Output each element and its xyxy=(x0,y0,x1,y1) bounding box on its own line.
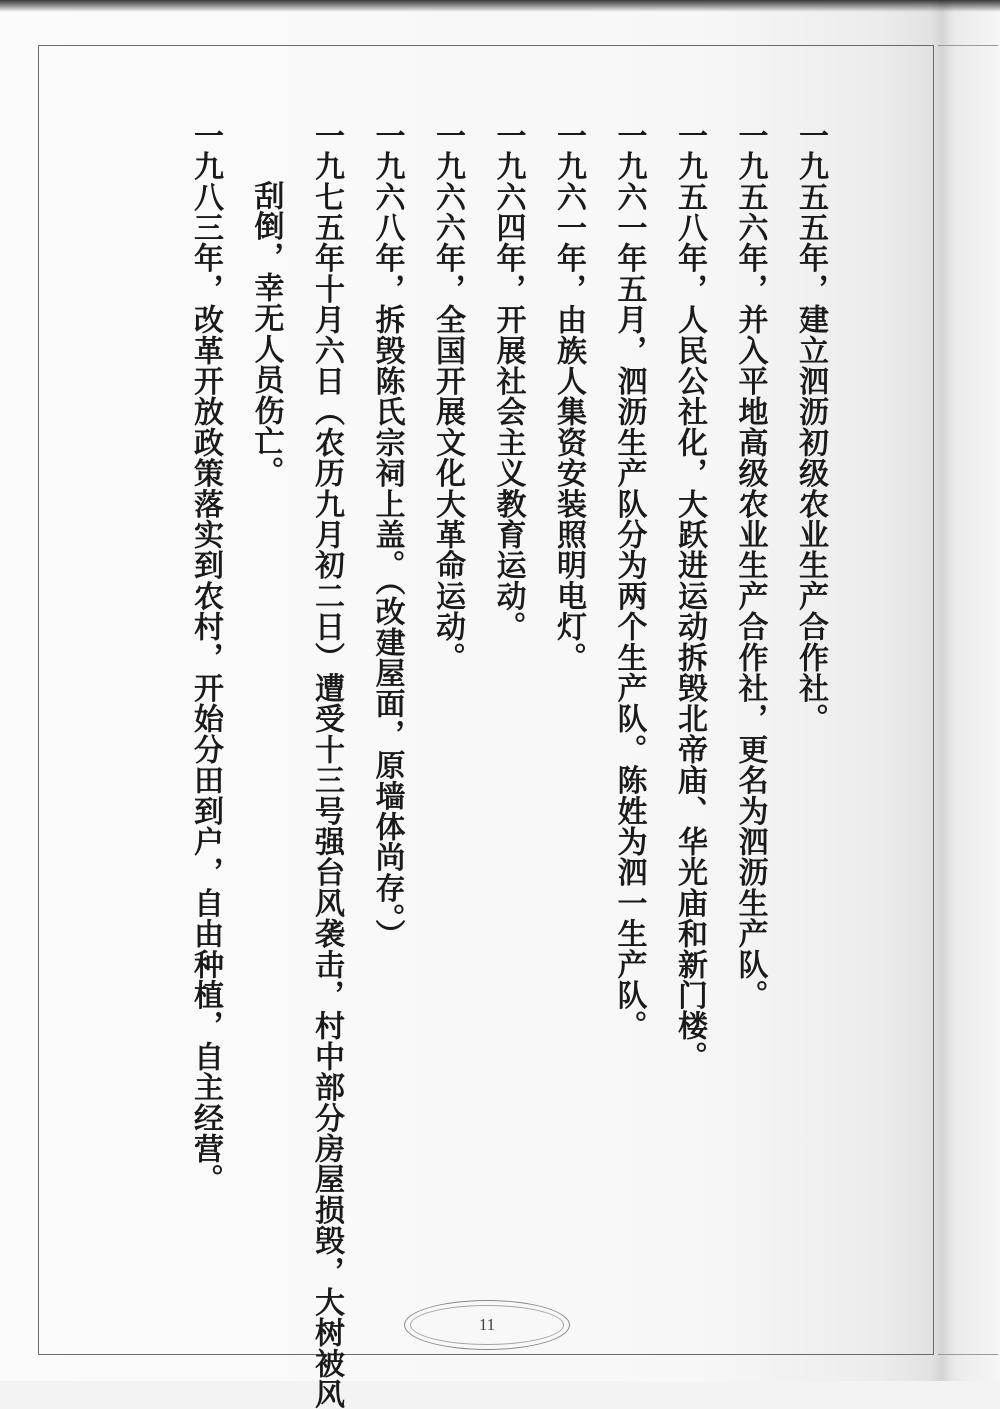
entry-1961-may: 一九六一年五月，泗沥生产队分为两个生产队。陈姓为泗一生产队。 xyxy=(611,120,647,1041)
entry-1975: 一九七五年十月六日（农历九月初二日）遭受十三号强台风袭击，村中部分房屋损毁，大树被风 xyxy=(309,120,344,1409)
entry-1955: 一九五五年，建立泗沥初级农业生产合作社。 xyxy=(793,120,828,734)
scan-top-shadow xyxy=(0,0,1000,12)
facing-page-edge xyxy=(938,45,998,1355)
entry-1966: 一九六六年，全国开展文化大革命运动。 xyxy=(430,120,465,673)
entry-1983: 一九八三年，改革开放政策落实到农村，开始分田到户，自由种植，自主经营。 xyxy=(188,120,223,1195)
entry-1975-continued: 刮倒，幸无人员伤亡。 xyxy=(248,180,284,487)
page-number-badge xyxy=(404,1300,570,1350)
entry-1956: 一九五六年，并入平地高级农业生产合作社，更名为泗沥生产队。 xyxy=(732,120,768,1011)
entry-1964: 一九六四年，开展社会主义教育运动。 xyxy=(490,120,526,642)
entry-1958: 一九五八年，人民公社化，大跃进运动拆毁北帝庙、华光庙和新门楼。 xyxy=(672,120,707,1072)
entry-1968: 一九六八年，拆毁陈氏宗祠上盖。（改建屋面，原墙体尚存。） xyxy=(369,120,405,950)
entry-1961: 一九六一年，由族人集资安装照明电灯。 xyxy=(551,120,586,673)
page-number: 11 xyxy=(478,1315,496,1334)
